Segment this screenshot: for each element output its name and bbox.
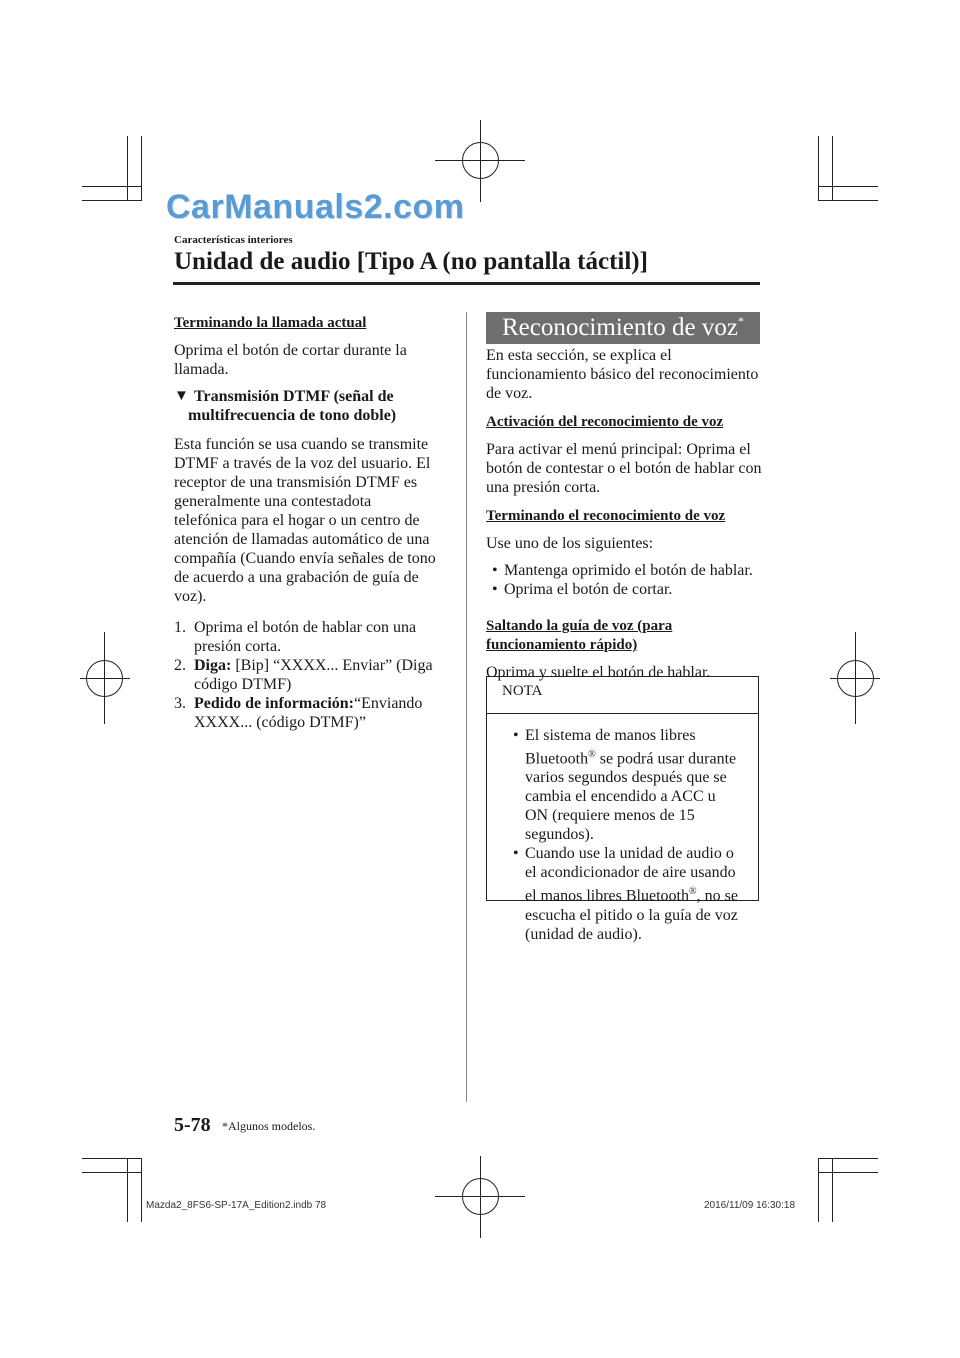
step-number: 2. xyxy=(174,657,186,674)
paragraph-activation: Para activar el menú principal: Oprima el botón de contestar o el botón de hablar con una presión corta. xyxy=(486,441,762,496)
right-column xyxy=(486,346,762,682)
bullet-icon: • xyxy=(513,727,519,744)
heading-activation: Activación del reconocimiento de voz xyxy=(486,414,724,430)
bullet-icon: • xyxy=(513,845,519,863)
paragraph-skip-guide: Oprima y suelte el botón de hablar. xyxy=(486,664,711,681)
note-list xyxy=(487,714,758,944)
heading-dtmf-line2: multifrecuencia de tono doble) xyxy=(188,407,397,424)
step-label: Diga: xyxy=(194,657,232,674)
list-item xyxy=(174,656,438,694)
bullet-text: Mantenga oprimido el botón de hablar. xyxy=(504,562,753,579)
paragraph-intro: En esta sección, se explica el funcionamiento básico del reconocimiento de voz. xyxy=(486,347,759,402)
step-number: 3. xyxy=(174,695,186,712)
footer-filename: Mazda2_8FS6-SP-17A_Edition2.indb 78 xyxy=(146,1200,327,1211)
list-item xyxy=(174,694,438,732)
note-heading: NOTA xyxy=(487,677,758,714)
list-item xyxy=(513,726,740,844)
heading-dtmf xyxy=(174,387,438,425)
paragraph-end-call: Oprima el botón de cortar durante la llamada. xyxy=(174,342,407,378)
section-label: Características interiores xyxy=(174,234,293,246)
footer-timestamp: 2016/11/09 16:30:18 xyxy=(704,1200,796,1211)
heading-skip-guide xyxy=(486,617,762,655)
heading-skip-line1: Saltando la guía de voz (para xyxy=(486,618,673,634)
registered-mark: ® xyxy=(588,749,596,760)
list-item xyxy=(492,580,762,599)
heading-end-recognition: Terminando el reconocimiento de voz xyxy=(486,508,726,524)
registered-mark: ® xyxy=(688,886,697,898)
note-text: El sistema de manos libres Bluetooth xyxy=(525,727,696,768)
heading-skip-line2: funcionamiento rápido) xyxy=(486,637,638,653)
heading-end-call: Terminando la llamada actual xyxy=(174,315,367,331)
list-item xyxy=(174,618,438,656)
note-text: se podrá usar durante varios segundos después que se cambia el encendido a ACC u ON (requiere menos de 15 segundos). xyxy=(525,750,737,844)
list-item xyxy=(513,844,740,943)
banner-asterisk: * xyxy=(738,314,745,328)
bullet-icon: • xyxy=(492,562,498,579)
page-title: Unidad de audio [Tipo A (no pantalla táctil)] xyxy=(174,248,648,275)
step-label: Pedido de información: xyxy=(194,695,354,712)
step-text: “Enviando XXXX... (código DTMF)” xyxy=(194,695,423,731)
step-number: 1. xyxy=(174,619,186,636)
section-banner xyxy=(486,312,760,344)
note-text: Cuando use la unidad de audio o el acondicionador de aire usando el manos libres Bluetooth xyxy=(525,845,736,905)
watermark-logo: CarManuals2.com xyxy=(166,188,465,226)
footnote: *Algunos modelos. xyxy=(222,1119,316,1133)
paragraph-end-recognition: Use uno de los siguientes: xyxy=(486,535,654,552)
bullet-text: Oprima el botón de cortar. xyxy=(504,581,673,598)
list-item xyxy=(492,561,762,580)
note-box xyxy=(486,676,759,943)
column-divider xyxy=(466,312,467,1102)
page-number: 5-78 xyxy=(174,1114,211,1136)
bullet-list xyxy=(486,561,762,599)
left-column xyxy=(174,314,438,732)
step-text: Oprima el botón de hablar con una presión corta. xyxy=(194,619,417,655)
note-text: , no se escucha el pitido o la guía de voz (unidad de audio). xyxy=(525,887,738,943)
paragraph-dtmf: Esta función se usa cuando se transmite DTMF a través de la voz del usuario. El receptor de una transmisión DTMF es generalmente una contestadota telefónica para el hogar o un centro de atención de llamadas automático de una compañía (Cuando envía señales de tono de acuerdo a una grabación de guía de voz). xyxy=(174,436,436,605)
title-rule xyxy=(173,282,760,285)
steps-list xyxy=(174,618,438,732)
heading-dtmf-line1: Transmisión DTMF (señal de xyxy=(194,388,394,405)
bullet-icon: • xyxy=(492,581,498,598)
triangle-down-icon: ▼ xyxy=(174,388,189,404)
banner-text: Reconocimiento de voz xyxy=(501,314,739,341)
step-text: [Bip] “XXXX... Enviar” (Diga código DTMF) xyxy=(194,657,433,693)
